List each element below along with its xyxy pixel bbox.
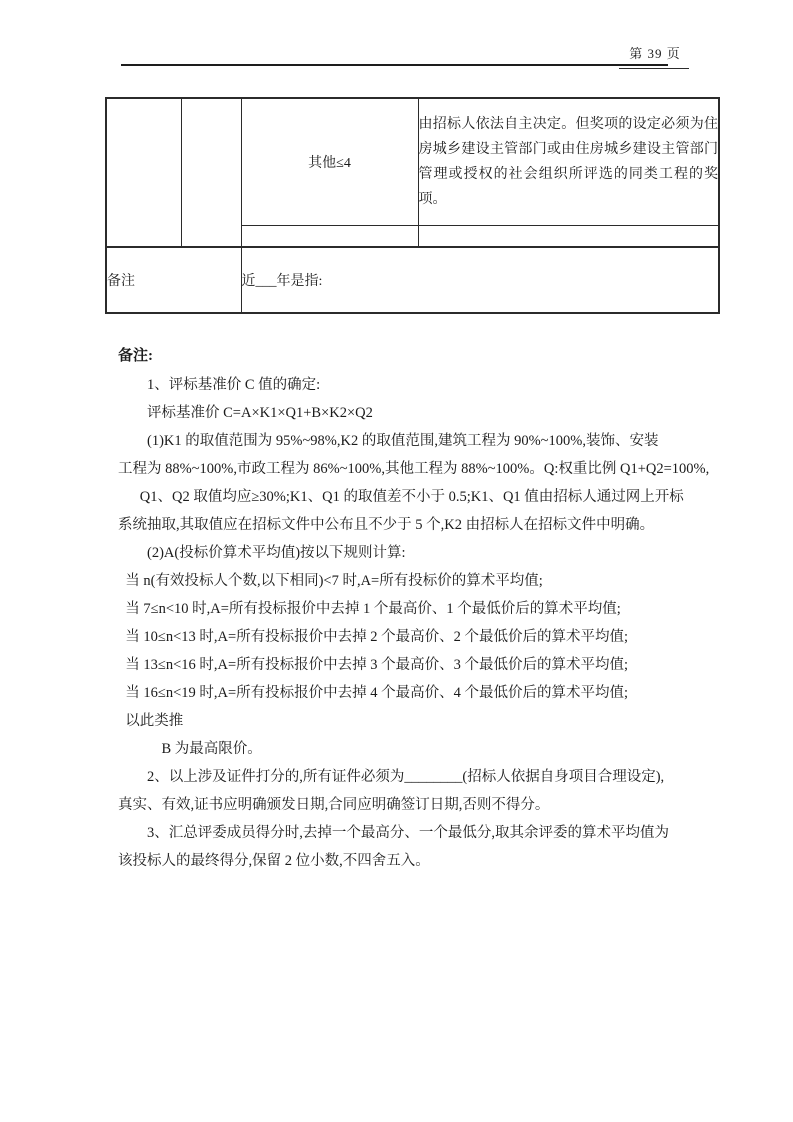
- empty-cell-1: [106, 98, 181, 247]
- note-line: 1、评标基准价 C 值的确定:: [147, 377, 321, 393]
- note-line: 当 16≤n<19 时,A=所有投标报价中去掉 4 个最高价、4 个最低价后的算术平均值;: [125, 685, 629, 701]
- note-line: 该投标人的最终得分,保留 2 位小数,不四舍五入。: [118, 853, 430, 869]
- empty-cell-2: [181, 98, 241, 247]
- note-line: 评标基准价 C=A×K1×Q1+B×K2×Q2: [147, 405, 373, 421]
- note-line: 3、汇总评委成员得分时,去掉一个最高分、一个最低分,取其余评委的算术平均值为: [147, 825, 669, 841]
- note-line: (1)K1 的取值范围为 95%~98%,K2 的取值范围,建筑工程为 90%~100%,装饰、安装: [147, 433, 659, 449]
- criteria-table: [105, 97, 720, 314]
- note-line: B 为最高限价。: [161, 741, 262, 757]
- notes-lines: [118, 371, 718, 875]
- empty-cell-3: [241, 226, 418, 248]
- criterion-cell: 其他≤4: [241, 98, 418, 226]
- notes-section: [118, 341, 718, 875]
- note-line: 系统抽取,其取值应在招标文件中公布且不少于 5 个,K2 由招标人在招标文件中明确。: [118, 517, 655, 533]
- page-number: 第 39 页: [629, 46, 681, 61]
- note-line: 当 7≤n<10 时,A=所有投标报价中去掉 1 个最高价、1 个最低价后的算术平均值;: [125, 601, 621, 617]
- header-rule: [121, 64, 668, 66]
- remark-label-cell: 备注: [106, 247, 241, 313]
- note-line: 以此类推: [125, 713, 184, 729]
- notes-heading: 备注:: [118, 348, 153, 364]
- note-line: 当 10≤n<13 时,A=所有投标报价中去掉 2 个最高价、2 个最低价后的算术平均值;: [125, 629, 629, 645]
- note-line: 真实、有效,证书应明确颁发日期,合同应明确签订日期,否则不得分。: [118, 797, 550, 813]
- note-line: 工程为 88%~100%,市政工程为 86%~100%,其他工程为 88%~100%。Q:权重比例 Q1+Q2=100%,: [118, 461, 710, 477]
- note-line: (2)A(投标价算术平均值)按以下规则计算:: [147, 545, 406, 561]
- empty-cell-4: [418, 226, 719, 248]
- note-line: 2、以上涉及证件打分的,所有证件必须为________(招标人依据自身项目合理设定),: [147, 769, 665, 785]
- remark-value-cell: 近___年是指:: [241, 247, 719, 313]
- table-row-award: [106, 98, 719, 226]
- note-line: Q1、Q2 取值均应≥30%;K1、Q1 的取值差不小于 0.5;K1、Q1 值由招标人通过网上开标: [139, 489, 684, 505]
- page-number-underline: [619, 68, 689, 69]
- criterion-description-cell: 由招标人依法自主决定。但奖项的设定必须为住房城乡建设主管部门或由住房城乡建设主管部门管理或授权的社会组织所评选的同类工程的奖项。: [418, 98, 719, 226]
- table-row-remark: [106, 247, 719, 313]
- note-line: 当 13≤n<16 时,A=所有投标报价中去掉 3 个最高价、3 个最低价后的算术平均值;: [125, 657, 629, 673]
- note-line: 当 n(有效投标人个数,以下相同)<7 时,A=所有投标价的算术平均值;: [125, 573, 543, 589]
